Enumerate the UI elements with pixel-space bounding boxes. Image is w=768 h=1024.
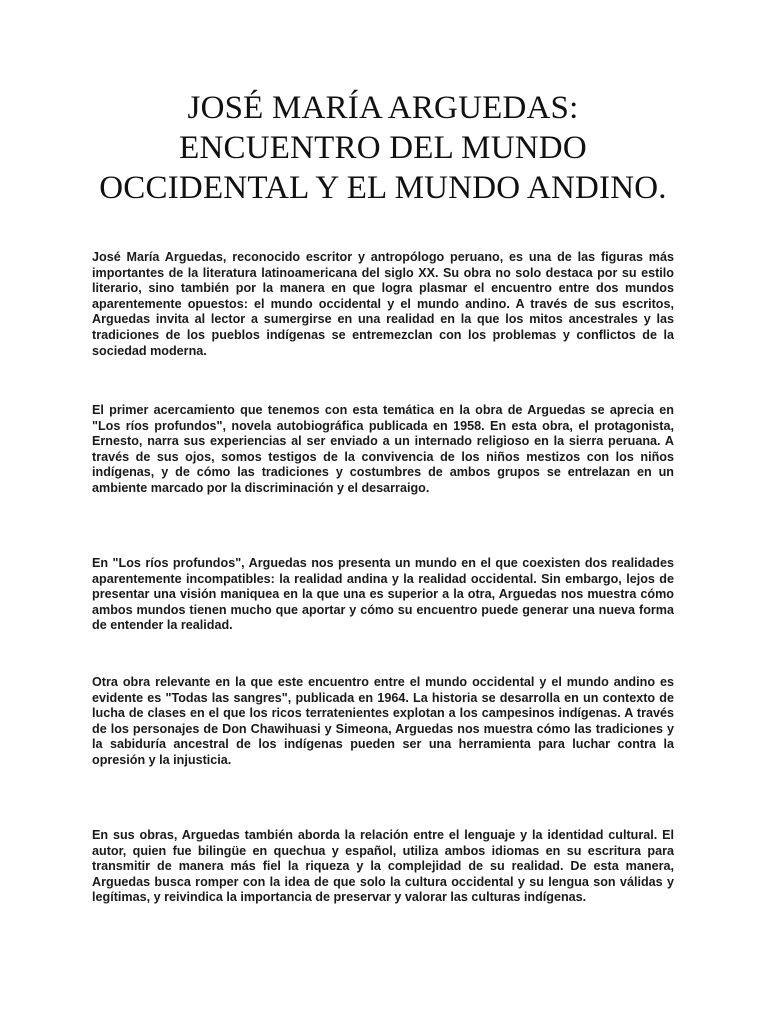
- paragraph-language-identity: En sus obras, Arguedas también aborda la relación entre el lenguaje y la identidad cultural. El autor, quien fue bilingüe en quechua y español, utiliza ambos idiomas en su escritura para transmitir de manera más fiel la riqueza y la complejidad de su realidad. De esta manera, Arguedas busca romper con la idea de que solo la cultura occidental y su lengua son válidas y legítimas, y reivindica la importancia de preservar y valorar las culturas indígenas.: [92, 828, 674, 905]
- paragraph-coexisting-realities: En "Los ríos profundos", Arguedas nos presenta un mundo en el que coexisten dos realidades aparentemente incompatibles: la realidad andina y la realidad occidental. Sin embargo, lejos de presentar una visión maniquea en la que una es superior a la otra, Arguedas nos muestra cómo ambos mundos tienen mucho que aportar y cómo su encuentro puede generar una nueva forma de entender la realidad.: [92, 556, 674, 633]
- paragraph-los-rios-profundos: El primer acercamiento que tenemos con esta temática en la obra de Arguedas se aprecia en "Los ríos profundos", novela autobiográfica publicada en 1958. En esta obra, el protagonista, Ernesto, narra sus experiencias al ser enviado a un internado religioso en la sierra peruana. A través de sus ojos, somos testigos de la convivencia de los niños mestizos con los niños indígenas, y de cómo las tradiciones y costumbres de ambos grupos se entrelazan en un ambiente marcado por la discriminación y el desarraigo.: [92, 403, 674, 495]
- paragraph-intro: José María Arguedas, reconocido escritor y antropólogo peruano, es una de las figuras más importantes de la literatura latinoamericana del siglo XX. Su obra no solo destaca por su estilo literario, sino también por la manera en que logra plasmar el encuentro entre dos mundos aparentemente opuestos: el mundo occidental y el mundo andino. A través de sus escritos, Arguedas invita al lector a sumergirse en una realidad en la que los mitos ancestrales y las tradiciones de los pueblos indígenas se entremezclan con los problemas y conflictos de la sociedad moderna.: [92, 250, 674, 358]
- document-title: JOSÉ MARÍA ARGUEDAS: ENCUENTRO DEL MUNDO OCCIDENTAL Y EL MUNDO ANDINO.: [99, 90, 667, 206]
- paragraph-todas-las-sangres: Otra obra relevante en la que este encuentro entre el mundo occidental y el mundo andino es evidente es "Todas las sangres", publicada en 1964. La historia se desarrolla en un contexto de lucha de clases en el que los ricos terratenientes explotan a los campesinos indígenas. A través de los personajes de Don Chawihuasi y Simeona, Arguedas nos muestra cómo las tradiciones y la sabiduría ancestral de los indígenas pueden ser una herramienta para luchar contra la opresión y la injusticia.: [92, 675, 674, 767]
